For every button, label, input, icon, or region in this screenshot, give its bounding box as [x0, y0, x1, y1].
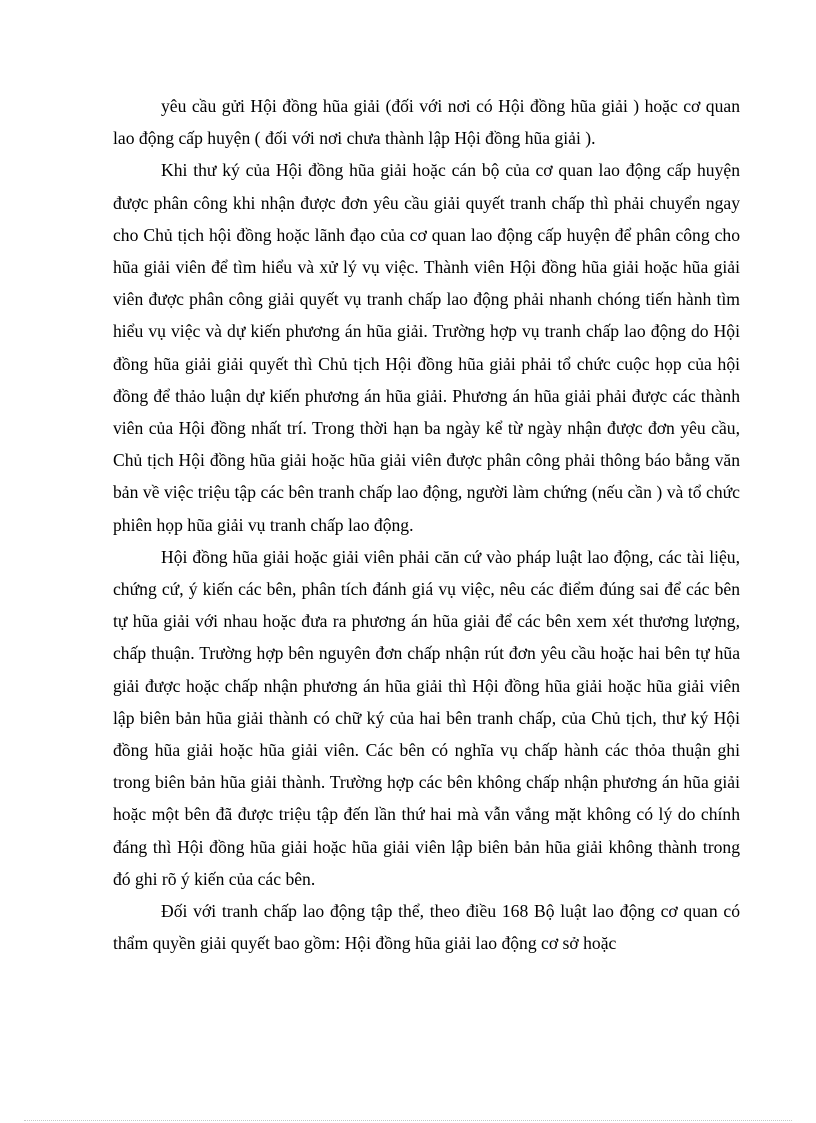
paragraph-2: Khi thư ký của Hội đồng hũa giải hoặc cán bộ của cơ quan lao động cấp huyện được phân công khi nhận được đơn yêu cầu giải quyết tranh chấp thì phải chuyển ngay cho Chủ tịch hội đồng hoặc lãnh đạo của cơ quan lao động cấp huyện để phân công cho hũa giải viên để tìm hiểu và xử lý vụ việc. Thành viên Hội đồng hũa giải hoặc hũa giải viên được phân công giải quyết vụ tranh chấp lao động phải nhanh chóng tiến hành tìm hiểu vụ việc và dự kiến phương án hũa giải. Trường hợp vụ tranh chấp lao động do Hội đồng hũa giải giải quyết thì Chủ tịch Hội đồng hũa giải phải tổ chức cuộc họp của hội đồng để thảo luận dự kiến phương án hũa giải. Phương án hũa giải phải được các thành viên của Hội đồng nhất trí. Trong thời hạn ba ngày kể từ ngày nhận được đơn yêu cầu, Chủ tịch Hội đồng hũa giải hoặc hũa giải viên được phân công phải thông báo bằng văn bản về việc triệu tập các bên tranh chấp lao động, người làm chứng (nếu cần ) và tổ chức phiên họp hũa giải vụ tranh chấp lao động.: [113, 160, 740, 535]
body-text: [113, 90, 740, 959]
paragraph-3: Hội đồng hũa giải hoặc giải viên phải căn cứ vào pháp luật lao động, các tài liệu, chứng cứ, ý kiến các bên, phân tích đánh giá vụ việc, nêu các điểm đúng sai để các bên tự hũa giải với nhau hoặc đưa ra phương án hũa giải để các bên xem xét thương lượng, chấp thuận. Trường hợp bên nguyên đơn chấp nhận rút đơn yêu cầu hoặc hai bên tự hũa giải được hoặc chấp nhận phương án hũa giải thì Hội đồng hũa giải hoặc hũa giải viên lập biên bản hũa giải thành có chữ ký của hai bên tranh chấp, của Chủ tịch, thư ký Hội đồng hũa giải hoặc hũa giải viên. Các bên có nghĩa vụ chấp hành các thỏa thuận ghi trong biên bản hũa giải thành. Trường hợp các bên không chấp nhận phương án hũa giải hoặc một bên đã được triệu tập đến lần thứ hai mà vẫn vắng mặt không có lý do chính đáng thì Hội đồng hũa giải hoặc hũa giải viên lập biên bản hũa giải không thành trong đó ghi rõ ý kiến của các bên.: [113, 546, 740, 889]
page-bottom-divider: [24, 1120, 792, 1121]
paragraph-4: Đối với tranh chấp lao động tập thể, theo điều 168 Bộ luật lao động cơ quan có thẩm quyền giải quyết bao gồm: Hội đồng hũa giải lao động cơ sở hoặc: [113, 901, 740, 954]
paragraph-1: yêu cầu gửi Hội đồng hũa giải (đối với nơi có Hội đồng hũa giải ) hoặc cơ quan lao động cấp huyện ( đối với nơi chưa thành lập Hội đồng hũa giải ).: [113, 96, 740, 149]
